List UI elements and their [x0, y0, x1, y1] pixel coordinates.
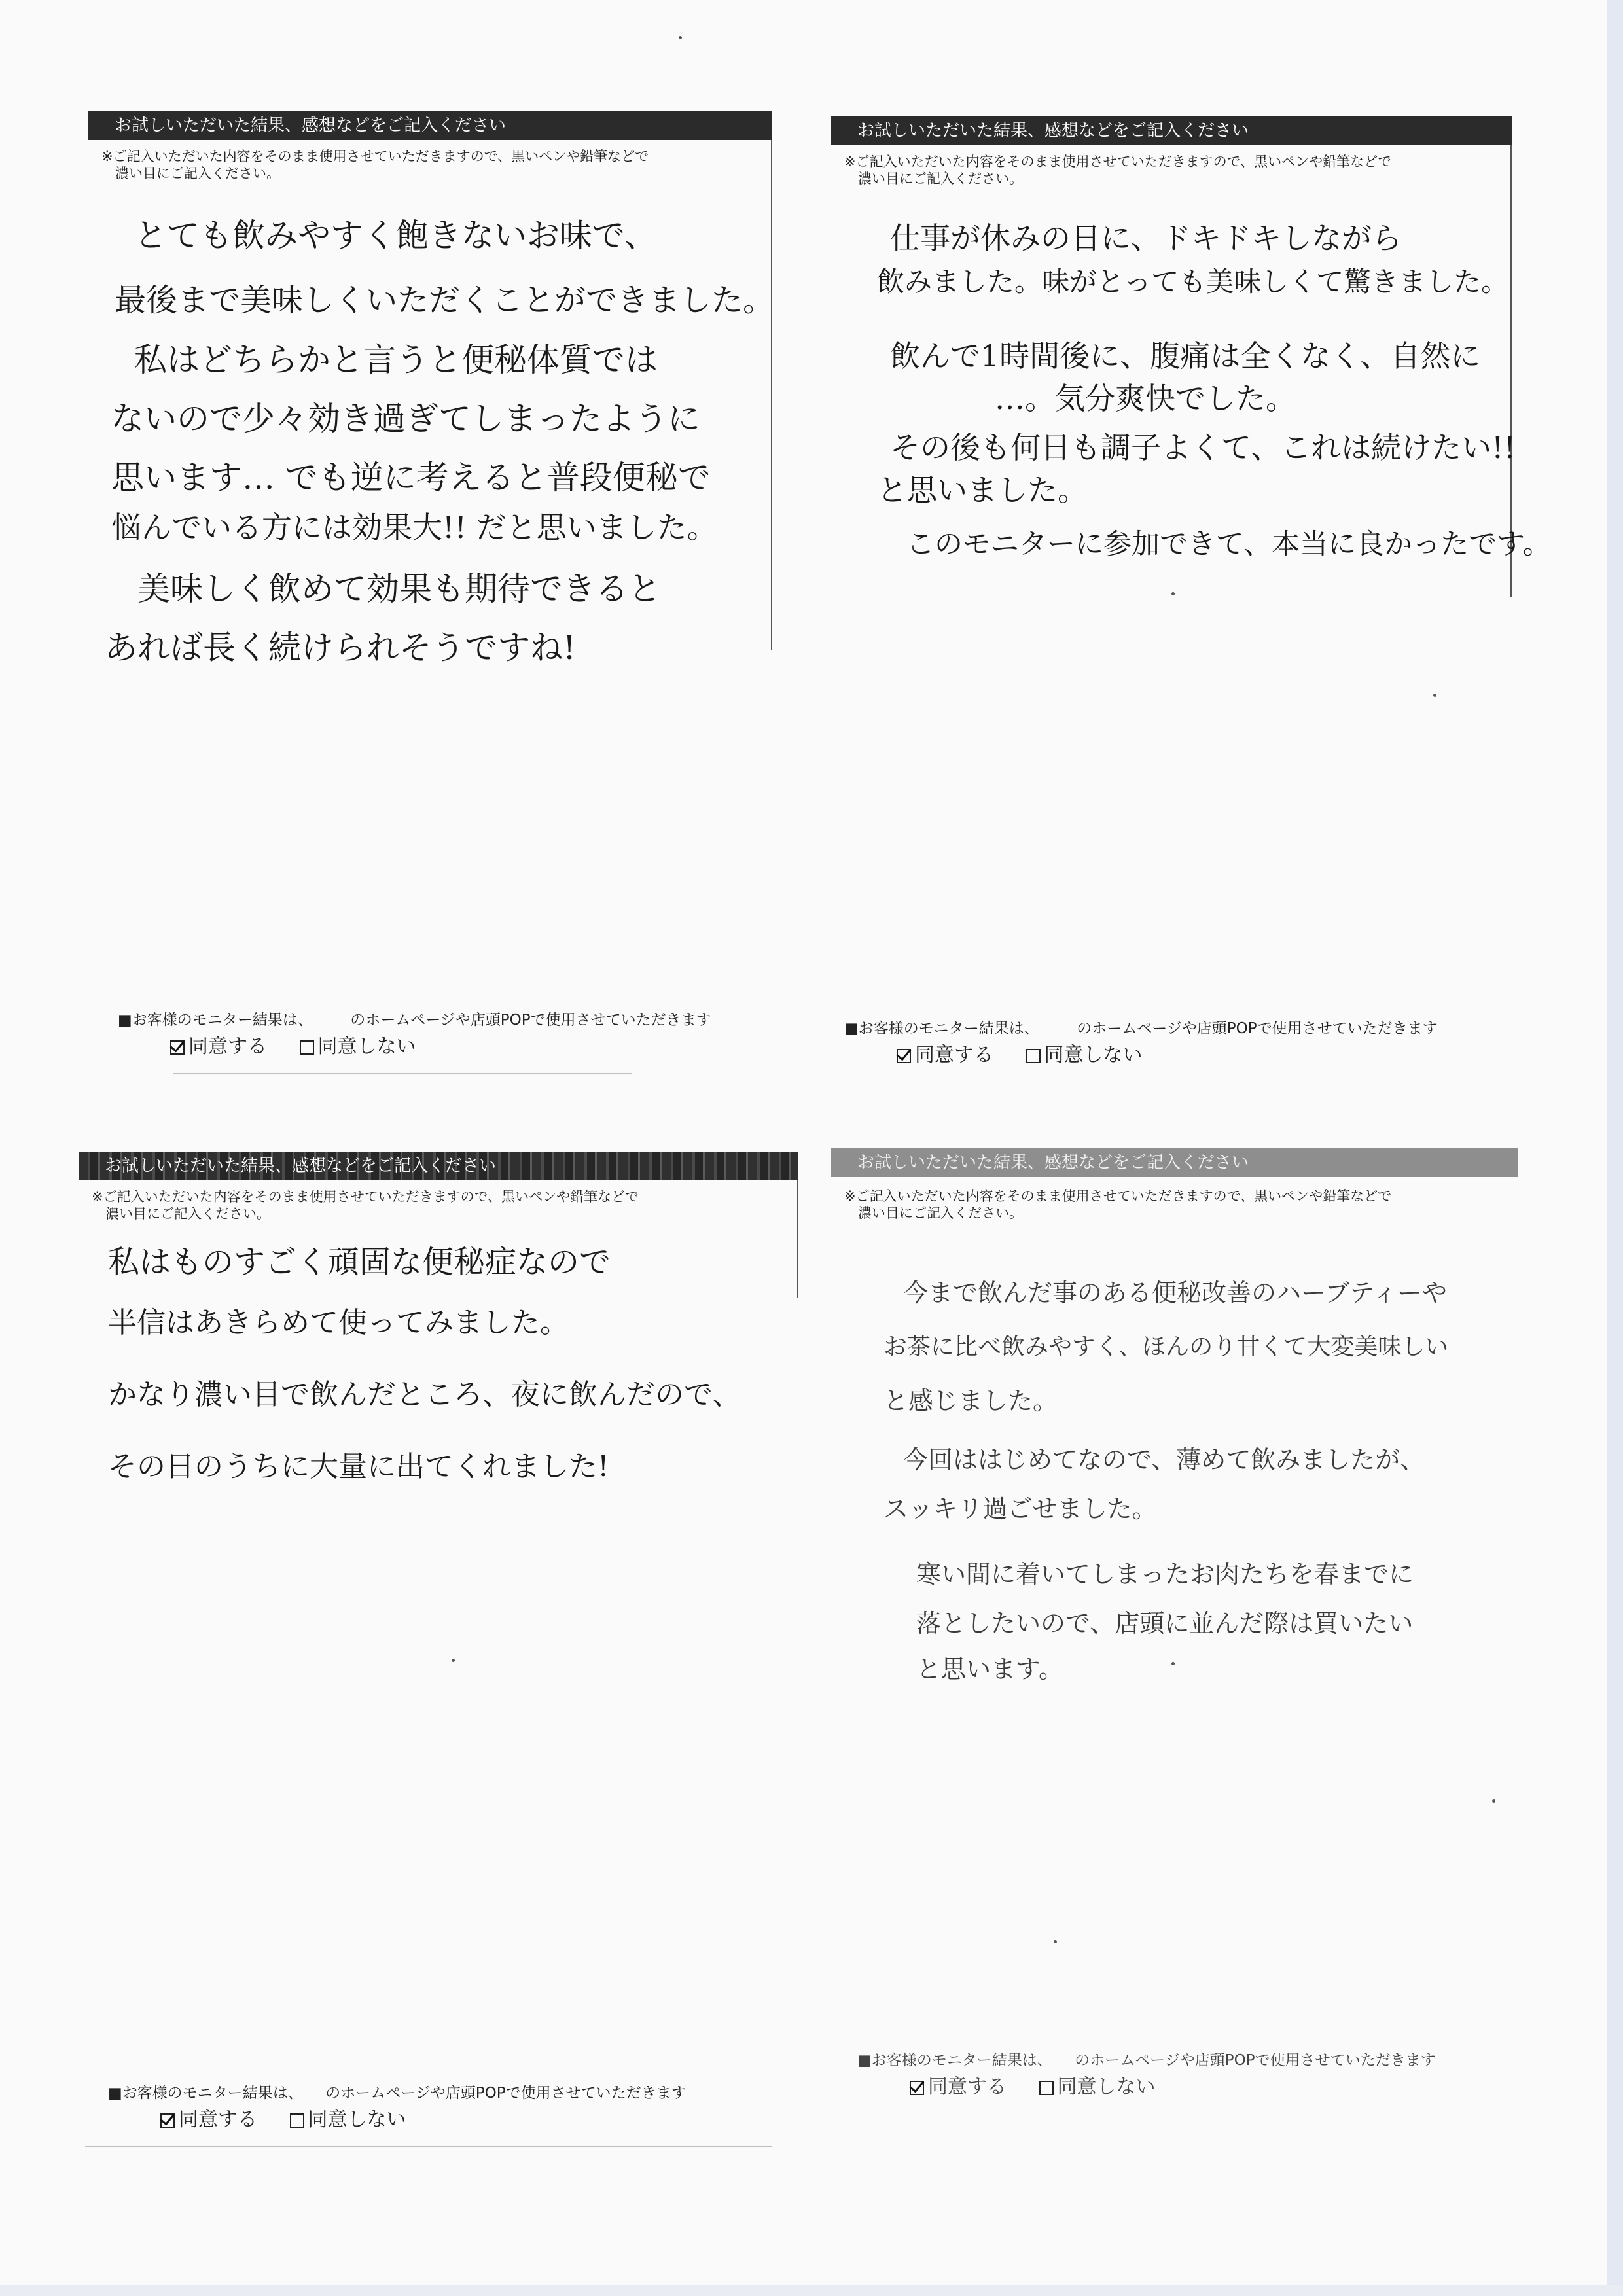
comment-line: …。気分爽快でした。 — [995, 381, 1296, 416]
footer-rule — [173, 1073, 632, 1074]
comment-line: 寒い間に着いてしまったお肉たちを春までに — [916, 1560, 1414, 1589]
disagree-label: 同意しない — [317, 1035, 416, 1058]
feedback-card-3 — [79, 1152, 798, 2159]
disagree-option[interactable] — [1026, 1044, 1143, 1067]
comment-line: 私はものすごく頑固な便秘症なので — [108, 1244, 611, 1280]
comment-line: 飲んで1時間後に、腹痛は全くなく、自然に — [890, 338, 1481, 374]
feedback-card-2 — [831, 116, 1551, 1085]
comment-line: 仕事が休みの日に、ドキドキしながら — [890, 221, 1402, 256]
disagree-option[interactable] — [1039, 2075, 1156, 2098]
consent-options — [897, 1038, 1169, 1067]
comment-line: このモニターに参加できて、本当に良かったです。 — [906, 528, 1551, 561]
card-header: お試しいただいた結果、感想などをご記入ください — [88, 111, 772, 140]
disagree-option[interactable] — [290, 2108, 406, 2131]
feedback-card-4 — [831, 1148, 1518, 2169]
card-frame — [797, 1180, 798, 1298]
agree-label: 同意する — [188, 1035, 267, 1058]
consent-label: ■お客様のモニター結果は、 のホームページや店頭POPで使用させていただきます — [118, 1012, 711, 1029]
comment-line: とても飲みやすく飽きないお味で、 — [134, 217, 657, 255]
card-frame — [771, 140, 772, 650]
consent-options — [910, 2070, 1182, 2099]
comment-line: 美味しく飲めて効果も期待できると — [137, 570, 661, 608]
scan-speck — [452, 1659, 455, 1662]
agree-option[interactable] — [170, 1035, 267, 1058]
card-header: お試しいただいた結果、感想などをご記入ください — [831, 116, 1512, 145]
disagree-option[interactable] — [300, 1035, 416, 1058]
comment-line: 今回ははじめてなので、薄めて飲みましたが、 — [903, 1445, 1425, 1474]
disagree-checkbox[interactable] — [300, 1040, 314, 1055]
comment-line: お茶に比べ飲みやすく、ほんのり甘くて大変美味しい — [883, 1333, 1449, 1360]
comment-line: 最後まで美味しくいただくことができました。 — [115, 282, 775, 319]
disagree-label: 同意しない — [1057, 2075, 1156, 2098]
scan-speck — [1171, 1662, 1175, 1665]
footer-rule — [85, 2146, 772, 2147]
disagree-label: 同意しない — [1044, 1044, 1143, 1067]
page-edge-right — [1607, 0, 1623, 2296]
agree-option[interactable] — [897, 1044, 993, 1067]
agree-checkbox[interactable] — [160, 2113, 175, 2128]
consent-footer — [108, 2081, 687, 2131]
disagree-label: 同意しない — [308, 2108, 406, 2131]
page-edge-bottom — [0, 2285, 1623, 2296]
agree-checkbox[interactable] — [910, 2081, 924, 2095]
comment-line: 思います… でも逆に考えると普段便秘で — [111, 459, 711, 497]
agree-checkbox[interactable] — [897, 1049, 911, 1063]
scan-speck — [1171, 592, 1175, 595]
comment-line: と感じました。 — [883, 1386, 1058, 1415]
comment-line: 私はどちらかと言うと便秘体質では — [134, 341, 658, 379]
consent-label: ■お客様のモニター結果は、 のホームページや店頭POPで使用させていただきます — [108, 2085, 687, 2102]
comment-line: 今まで飲んだ事のある便秘改善のハーブティーや — [903, 1279, 1448, 1307]
scan-speck — [679, 36, 682, 39]
consent-footer — [857, 2048, 1436, 2098]
consent-label: ■お客様のモニター結果は、 のホームページや店頭POPで使用させていただきます — [857, 2052, 1436, 2069]
scan-speck — [1054, 1940, 1057, 1943]
disagree-checkbox[interactable] — [1026, 1049, 1041, 1063]
agree-option[interactable] — [160, 2108, 257, 2131]
agree-label: 同意する — [928, 2075, 1007, 2098]
consent-footer — [118, 1008, 711, 1058]
comment-line: と思いました。 — [877, 472, 1088, 508]
scan-speck — [1492, 1799, 1495, 1803]
card-header: お試しいただいた結果、感想などをご記入ください — [79, 1152, 798, 1180]
comment-line: かなり濃い目で飲んだところ、夜に飲んだので、 — [108, 1378, 741, 1411]
feedback-card-1 — [88, 111, 775, 1080]
card-instruction-note: ※ご記入いただいた内容をそのまま使用させていただきますので、黒いペンや鉛筆などで 濃い目にご記入ください。 — [92, 1189, 639, 1222]
agree-label: 同意する — [915, 1044, 993, 1067]
disagree-checkbox[interactable] — [290, 2113, 304, 2128]
agree-checkbox[interactable] — [170, 1040, 185, 1055]
card-instruction-note: ※ご記入いただいた内容をそのまま使用させていただきますので、黒いペンや鉛筆などで 濃い目にご記入ください。 — [101, 149, 649, 181]
comment-line: あれば長く続けられそうですね! — [105, 629, 577, 667]
comment-line: その後も何日も調子よくて、これは続けたい!! — [890, 430, 1516, 465]
comment-line: と思います。 — [916, 1655, 1063, 1684]
disagree-checkbox[interactable] — [1039, 2081, 1054, 2095]
comment-line: 悩んでいる方には効果大!! だと思いました。 — [111, 510, 717, 545]
comment-line: ないので少々効き過ぎてしまったように — [111, 400, 700, 438]
scan-speck — [1433, 694, 1436, 697]
comment-line: 半信はあきらめて使ってみました。 — [108, 1306, 569, 1339]
consent-options — [160, 2103, 433, 2132]
card-instruction-note: ※ご記入いただいた内容をそのまま使用させていただきますので、黒いペンや鉛筆などで 濃い目にご記入ください。 — [844, 1188, 1392, 1221]
consent-label: ■お客様のモニター結果は、 のホームページや店頭POPで使用させていただきます — [844, 1020, 1438, 1037]
comment-line: スッキリ過ごせました。 — [883, 1494, 1157, 1523]
comment-line: その日のうちに大量に出てくれました! — [108, 1450, 609, 1483]
consent-footer — [844, 1016, 1438, 1067]
consent-options — [170, 1030, 442, 1059]
comment-line: 飲みました。味がとっても美味しくて驚きました。 — [877, 266, 1509, 298]
card-instruction-note: ※ご記入いただいた内容をそのまま使用させていただきますので、黒いペンや鉛筆などで 濃い目にご記入ください。 — [844, 154, 1392, 186]
comment-line: 落としたいので、店頭に並んだ際は買いたい — [916, 1609, 1414, 1638]
agree-label: 同意する — [179, 2108, 257, 2131]
card-header: お試しいただいた結果、感想などをご記入ください — [831, 1148, 1518, 1177]
agree-option[interactable] — [910, 2075, 1007, 2098]
